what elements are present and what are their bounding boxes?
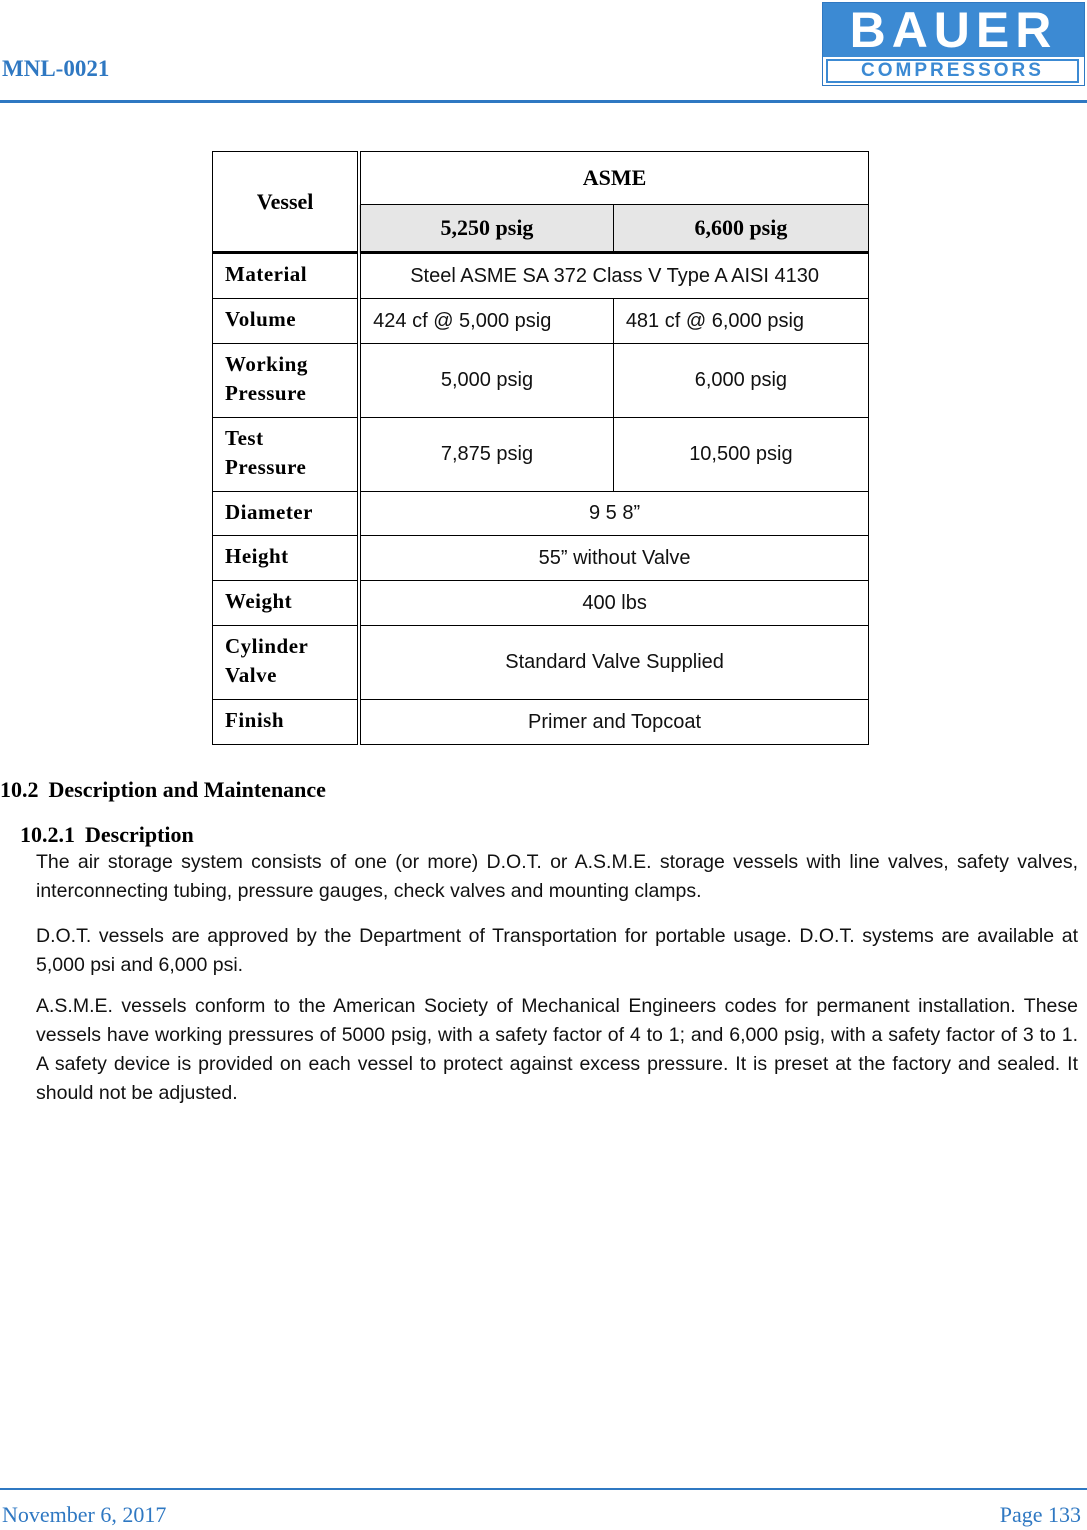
- cylinder-valve-label-line2: Valve: [225, 663, 277, 687]
- row-label-height: Height: [213, 536, 360, 581]
- subsection-number: 10.2.1: [20, 822, 75, 847]
- row-label-working-pressure: [213, 344, 360, 418]
- row-label-test-pressure: [213, 418, 360, 492]
- row-label-material: Material: [213, 253, 360, 299]
- finish-value: Primer and Topcoat: [359, 700, 868, 745]
- col-header-6600: 6,600 psig: [613, 205, 868, 253]
- section-heading: [0, 777, 326, 803]
- row-label-diameter: Diameter: [213, 492, 360, 536]
- working-pressure-label-line2: Pressure: [225, 381, 307, 405]
- cylinder-valve-value: Standard Valve Supplied: [359, 626, 868, 700]
- diameter-value: 9 5 8”: [359, 492, 868, 536]
- volume-value-2: 481 cf @ 6,000 psig: [613, 299, 868, 344]
- section-title: Description and Maintenance: [48, 777, 326, 802]
- subsection-heading: [20, 822, 194, 848]
- working-pressure-label-line1: Working: [225, 352, 308, 376]
- row-label-volume: Volume: [213, 299, 360, 344]
- footer-date: November 6, 2017: [2, 1502, 167, 1527]
- vessel-header: Vessel: [213, 152, 360, 253]
- col-header-5250: 5,250 psig: [359, 205, 613, 253]
- test-pressure-label-line2: Pressure: [225, 455, 307, 479]
- paragraph: D.O.T. vessels are approved by the Department of Transportation for portable usage. D.O.T. systems are available at 5,000 psi and 6,000 psi.: [36, 925, 1078, 976]
- test-pressure-value-2: 10,500 psig: [613, 418, 868, 492]
- logo-subtitle: COMPRESSORS: [826, 59, 1079, 83]
- volume-value-1: 424 cf @ 5,000 psig: [359, 299, 613, 344]
- document-id: MNL-0021: [2, 56, 110, 81]
- test-pressure-value-1: 7,875 psig: [359, 418, 613, 492]
- row-label-cylinder-valve: [213, 626, 360, 700]
- row-label-finish: Finish: [213, 700, 360, 745]
- table-row: [213, 536, 869, 581]
- subsection-title: Description: [85, 822, 194, 847]
- working-pressure-value-2: 6,000 psig: [613, 344, 868, 418]
- test-pressure-label-line1: Test: [225, 426, 264, 450]
- paragraph: A.S.M.E. vessels conform to the American Society of Mechanical Engineers codes for permanent installation. These vessels have working pressures of 5000 psig, with a safety factor of 4 to 1; and 6,000 psig, with a safety factor of 3 to 1. A safety device is provided on each vessel to protect against excess pressure. It is preset at the factory and sealed. It should not be adjusted.: [36, 995, 1078, 1104]
- table-row: [213, 299, 869, 344]
- cylinder-valve-label-line1: Cylinder: [225, 634, 309, 658]
- vessel-spec-table: [212, 151, 869, 745]
- section-number: 10.2: [0, 777, 39, 802]
- table-row: [213, 418, 869, 492]
- weight-value: 400 lbs: [359, 581, 868, 626]
- table-row: [213, 492, 869, 536]
- table-row: [213, 626, 869, 700]
- header-divider: [0, 100, 1087, 103]
- table-row: [213, 344, 869, 418]
- material-value: Steel ASME SA 372 Class V Type A AISI 4130: [359, 253, 868, 299]
- height-value: 55” without Valve: [359, 536, 868, 581]
- page-number: Page 133: [999, 1502, 1081, 1527]
- asme-header: ASME: [359, 152, 868, 205]
- row-label-weight: Weight: [213, 581, 360, 626]
- paragraph: The air storage system consists of one (or more) D.O.T. or A.S.M.E. storage vessels with line valves, safety valves, interconnecting tubing, pressure gauges, check valves and mounting clamps.: [36, 851, 1078, 902]
- footer-divider: [0, 1488, 1087, 1490]
- table-row: [213, 700, 869, 745]
- table-row: [213, 253, 869, 299]
- logo-wordmark: BAUER: [823, 3, 1084, 57]
- working-pressure-value-1: 5,000 psig: [359, 344, 613, 418]
- bauer-compressors-logo: [822, 2, 1085, 86]
- table-row: [213, 581, 869, 626]
